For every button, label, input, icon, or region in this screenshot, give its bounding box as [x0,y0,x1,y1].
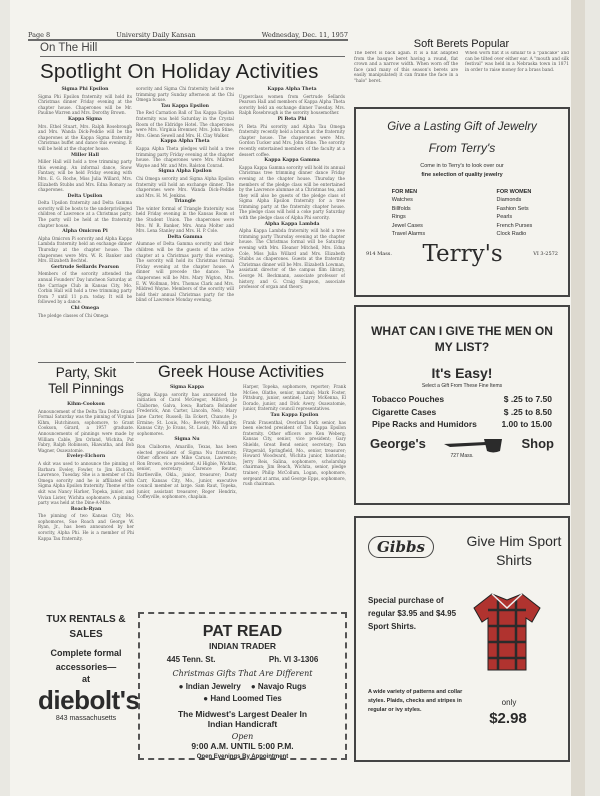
party-skit-title-line2: Tell Pinnings [48,381,124,396]
pat-read-item: ● Indian Jewelry [178,682,241,691]
spotlight-column-3 [239,86,345,358]
page-number: Page 8 [28,31,51,39]
spotlight-paragraph: sorority and Sigma Chi fraternity held a tree trimming party Sunday afternoon at the Chi Omega house. [136,86,234,103]
spotlight-subhead: Chi Omega [70,305,100,311]
terrys-men-item: Travel Alarms [391,231,426,238]
party-rule [38,362,134,363]
spotlight-paragraph: Alpha Omicron Pi sorority and Alpha Kappa Lambda fraternity held an exchange dinner Thursday at the chapter house. The chaperones were Mrs. W. R. Banker and Mrs. Elizabeth Bechtel. [38,235,132,264]
georges-address: 727 Mass. [450,452,474,459]
spotlight-subhead: Kappa Sigma [67,116,103,122]
pat-read-item: ● Navajo Rugs [250,682,307,691]
gibbs-variety: A wide variety of patterns and collar styles. Plaids, checks and stripes in regular or ivy styles. [368,689,463,713]
party-skit-paragraph: The pinning of two Kansas City, Mo. sophomores, Sue Roach and George W. Ryan, Jr., has been announced by her sorority, Alpha Phi. He is a member of Phi Kappa Tau fraternity. [38,513,134,541]
spotlight-paragraph: Kappa Alpha Theta pledges will hold a tree trimming party Friday evening at the chapter house. The chaperones were Mrs. Mildred Wayne and Mr. and Mrs. Ralston Conrad. [136,145,234,168]
tux-line1: TUX RENTALS & [46,614,126,625]
pat-read-trade: INDIAN TRADER [208,641,277,651]
terrys-women-item: Fashion Sets [496,205,529,212]
greek-house-paragraph: Frank Frauenthal, Overland Park senior, has been elected president of Tau Kappa Epsilon fraternity. Other officers are Ken Weberg, Kansas City, senior, vice president; Gary Shields, Great Bend senior, secretary; Dan Fitzgerald, Springfield, Mo., senior, treasurer; Howard Woodward, Wichita junior, historian; Jerry Reis, Salina, sophomore, scholarship chairman; Jim Beach, Wichita, senior, pledge trainer; Philip McCollum, Logan, sophomore, sergeant at arms, and George Epps, sophomore, rush chairman. [243,419,346,487]
greek-house-paragraph: Harper, Topeka, sophomore, reporter; Frank McGee, Olathe, senior, marshal; Mark Foster, Pittsburg, junior, sentinel; Larry McKenna, El Dorado, junior, and Dick Avery, Osawatomie, junior, fraternity council representatives. [243,384,346,412]
gibbs-ad [354,516,570,762]
spotlight-paragraph: Upperclass women from Gertrude Sellards Pearson Hall and members of Kappa Alpha Theta sorority held an exchange dinner Tuesday. Mrs. Ralph Rosebrough is the sorority housemother. [239,93,345,116]
pat-read-gifts: Christmas Gifts That Are Different [172,669,313,678]
greek-house-subhead: Sigma Kappa [169,385,205,390]
pat-read-dealer1: The Midwest's Largest Dealer In [177,709,308,719]
party-skit-paragraph: A skit was used to announce the pinning of Barbara Eveley, Fowler, to Jim Eichorn, Lawrence, Tuesday. She is a member of Chi Omega sorority and he is affiliated with Sigma Alpha Epsilon fraternity. Theme of the skit was Nancy Harker, Topeka, junior, and Vivian Lister, Wichita sophomore. A pinning party was held at the Dine-A-Mite. [38,460,134,506]
terrys-headline2: From Terry's [428,141,496,155]
georges-price-list [356,389,568,431]
spotlight-subhead: Kappa Alpha Theta [267,87,317,92]
header-rule [28,39,348,41]
georges-shop-left: George's [370,436,426,451]
tux-line5: at [81,674,90,684]
spotlight-paragraph: Pi Beta Phi sorority and Alpha Tau Omega fraternity recently held a brunch at the fraternity chapter house. The chaperones were Mrs. Gordon Tucker and Mrs. John Stine. The sorority recently entertained members of the faculty at a dessert coffee. [239,123,345,157]
georges-ad [354,305,570,505]
party-skit-title-line1: Party, Skit [55,365,117,380]
georges-headline: WHAT CAN I GIVE THE MEN ON MY LIST? [371,324,553,354]
newspaper-page [10,0,585,796]
greek-column-2 [243,384,346,610]
spotlight-paragraph: Sigma Phi Epsilon fraternity will hold its Christmas dinner Friday evening at the chapter house. Chaperones will be Mr. Pauline Warren and Mrs. Dorothy Brown. [38,93,132,116]
spotlight-subhead: Delta Upsilon [67,193,103,199]
spotlight-column-2 [136,86,234,358]
terrys-women-item: Diamonds [496,197,522,204]
spotlight-subhead: Miller Hall [70,152,100,158]
terrys-women-item: Clock Radio [496,231,527,238]
tux-line3: Complete formal [50,648,122,658]
greek-house-paragraph: Ron Claiborne, Amarillo, Texas, has been elected president of Sigma Nu fraternity. Other officers are Mike Caruso, Lawrence; Ron Brown, vice president; Al Higbie, Wichita, senior, secretary; Clarence Reuter, Bartlesville, Okla., junior, treasurer; Dusty Carr, Kansas City, Mo., junior, executive council member at large. Sam Raut, Topeka, junior, assistant treasurer; Roger Hendrix, Coffeyville, sophomore, chaplain. [137,443,237,500]
terrys-men-item: Rings [391,214,406,221]
tux-line2: SALES [69,629,103,640]
spotlight-paragraph: Alumnae of Delta Gamma sorority and their children will be the guests of the active chapter at a Christmas party this evening. The sorority will hold its Christmas formal Friday evening at the chapter house. A dinner will precede the dance. The chaperones will be Mrs. Mary Wigton, Mrs. E. W. Wollman, Mrs. Thomas Clark and Mrs. Mildred Wayne. Members of the sorority will hold their annual Christmas party for the blind of Lawrence Monday evening. [136,241,234,303]
greek-house-paragraph: Sigma Kappa sorority has announced the initiation of Carol McGregor, Milford; Jo Claiborne, Galva, Iowa; Barbara Bolander Frederick, Ann Carter, Lincoln, Neb.; Mary Jane Carter, Russell; Ila Eckert, Chanute; Jo Ermine; St. Louis, Mo.; Beverly Willoughby, Kansas City; Jo Evans, St. Louis, Mo. All are sophomores. [137,391,237,436]
pat-read-address: 445 Tenn. St. [166,655,216,664]
sport-shirt-icon [472,590,542,672]
gibbs-special: Special purchase of regular $3.95 and $4.95 Sport Shirts. [368,596,457,631]
spotlight-paragraph: Miller Hall will hold a tree trimming party this evening. An informal dance, Snow Fantasy, will be held Friday evening with Mrs. E. G. Roche, Miss Julia Willard, Mrs. Elizabeth Stubbs and Mrs. Edna Romary as chaperones. [38,159,132,193]
pat-read-phone: Ph. VI 3-1306 [268,655,319,664]
georges-logo-row [356,431,568,453]
terrys-men-list [392,188,425,238]
pat-read-open: Open [231,732,254,741]
pat-read-contact [140,655,345,664]
spotlight-subhead: Pi Beta Phi [277,116,307,122]
gibbs-price: $2.98 [489,710,527,727]
spotlight-column-1 [38,86,132,360]
party-skit-title [38,365,134,397]
spotlight-subhead: Sigma Phi Epsilon [61,87,109,92]
spotlight-subhead: Tau Kappa Epsilon [160,103,210,109]
section-title: On The Hill [40,42,98,54]
pat-read-hours: 9:00 A.M. UNTIL 5:00 P.M. [191,741,294,751]
greek-column-1 [137,384,237,610]
greek-house-subhead: Tau Kappa Epsilon [270,412,319,418]
terrys-women-item: Pearls [496,214,513,221]
terrys-ad [354,107,570,297]
section-rule [40,56,345,57]
spotlight-subhead: Kappa Alpha Theta [160,139,210,145]
diebolts-logo: diebolt's [38,685,140,715]
terrys-women-head: FOR WOMEN [496,189,532,195]
diebolts-address: 843 massachusetts [55,715,117,722]
spotlight-paragraph: Alpha Kappa Lambda fraternity will hold a tree trimming party Thursday evening at the chapter house. The Christmas formal will be Saturday evening with Mrs. Eleanor Mitchell, Mrs. Edna Cole, Miss Julia Willard and Mrs. Elizabeth Stubbs as chaperones. Guests at the fraternity Christmas dinner will be Mrs. Elizabeth Lowman, assistant director of the campus film library, George M. Beckmann, associate professor of history, and G. Craig Simpson, associate professor of organ and theory. [239,228,345,290]
spotlight-subhead: Triangle [174,199,196,205]
pipe-icon [442,435,506,453]
spotlight-paragraph: Chi Omega sorority and Sigma Alpha Epsilon fraternity will hold an exchange dinner. The chaperones were Mrs. Wanda Dick-Peddie and Mrs. H. M. Jenkins. [136,175,234,198]
tux-ad [38,608,140,758]
spotlight-subhead: Alpha Omicron Pi [62,229,108,235]
gibbs-logo: Gibbs [368,536,434,558]
spotlight-paragraph: Mrs. Ethel Stuart, Mrs. Ralph Rosebrough and Mrs. Wanda Dick-Peddie will be the chaperones at the Kappa Sigma fraternity Christmas buffet and dance this evening. It will be held at the chapter house. [38,123,132,151]
spotlight-subhead: Alpha Kappa Lambda [264,221,320,227]
spotlight-subhead: Delta Gamma [167,234,203,240]
georges-item: Cigarette Cases $ .25 to 8.50 [372,406,552,417]
georges-select: Select a Gift From These Fine Items [421,383,503,389]
issue-date: Wednesday, Dec. 11, 1957 [261,31,348,39]
party-skit-column [38,401,134,606]
headline: Spotlight On Holiday Activities [40,60,319,83]
pat-read-items-row1 [140,682,345,691]
terrys-address: 914 Mass. [366,251,392,258]
page-header [28,31,348,39]
spotlight-subhead: Sigma Alpha Epsilon [158,169,212,175]
pat-read-ad [138,612,347,760]
berets-left: The beret is back again. It is a hat adapted from the basque beret having a round, flat crown and a narrow width. When worn off the face (and many of this season's berets are easily manipulated) it can frame the face in a "halo" beret. [354,51,458,84]
terrys-men-item: Billfolds [391,205,411,212]
georges-item: Pipe Racks and Humidors 1.00 to 15.00 [372,419,552,429]
berets-title: Soft Berets Popular [413,38,510,50]
terrys-intro1: Come in to Terry's to look over our [420,163,504,169]
georges-easy: It's Easy! [431,365,493,381]
pat-read-name: PAT READ [202,623,283,640]
greek-house-title: Greek House Activities [158,363,324,381]
terrys-women-list [497,188,533,238]
terrys-phone: VI 3-2572 [533,251,558,258]
terrys-logo: Terry's [422,241,503,268]
spotlight-paragraph: The winter formal of Triangle fraternity was held Friday evening in the Kansas Room of the Student Union. The chaperones were Mrs. W. R. Banker, Mrs. Anna Molter and Mrs. Lena Stanley and Mrs. H. P. Cole. [136,205,234,234]
greek-house-subhead: Sigma Nu [174,437,200,443]
party-skit-paragraph: Announcement of the Delta Tau Delta Grand Formal Saturday was the pinning of Virginia Kihm, Hutchinson, sophomore, to Grant Cookson, Girard, a 1957 graduate. Announcements of pinnings were made by William Cable, Jim Orland, Wichita, Pat Fabry, Ralph Robinson, Hiawatha, and Bob Wagner, Osawatomie. [38,408,134,453]
pat-read-item: ● Hand Loomed Ties [203,694,282,703]
party-skit-subhead: Eveley-Eichorn [66,454,106,460]
spotlight-paragraph: Kappa Kappa Gamma sorority will hold its annual Christmas tree trimming dinner dance Friday evening at the chapter house. Thursday the members of the pledge class will be entertained by the Lawrence alumnae at a Christmas tea, and they will also be guests of the pledge class of Sigma Alpha Epsilon fraternity for a tree trimming party at the fraternity chapter house. The pledge class will hold a coke party Saturday with the pledge class of Alpha Phi sorority. [239,164,345,221]
spotlight-paragraph: The Red Carnation Ball of Tau Kappa Epsilon fraternity was held Saturday in the Crystal Room of the Eldridge Hotel. The chaperones were Mrs. Virginia Bremner, Mrs. John Stine, Mrs. Glenn Sewell and Mrs. H. Clay Walker. [136,110,234,138]
pat-read-appointment: Open Evenings By Appointment [196,754,289,760]
georges-item: Tobacco Pouches $ .25 to 7.50 [372,394,552,404]
spotlight-paragraph: The pledge classes of Chi Omega [38,312,109,318]
terrys-footer [356,241,568,267]
terrys-intro2: fine selection of quality jewelry [421,172,503,178]
party-skit-subhead: Kihm-Cookson [67,402,105,407]
spotlight-paragraph: Members of the sorority attended the annual Founders' Day luncheon Saturday at the Carriage Club in Kansas City, Mo. Corbin Hall will hold a tree trimming party from 7 until 11 p.m. today. It will be followed by a dance. [38,271,132,305]
georges-shop-right: Shop [521,436,554,451]
terrys-men-head: FOR MEN [391,189,418,195]
terrys-lists [356,188,568,238]
terrys-headline1: Give a Lasting Gift of Jewelry [387,121,537,133]
page-edge [571,0,585,796]
gibbs-only: only [501,698,517,707]
terrys-men-item: Jewel Cases [391,222,423,229]
terrys-men-item: Watches [391,197,413,204]
berets-right: When worn flat it is similar to a "pancake" and can be tilted over either ear. A "mouth and silk festival" was held in a Nebraska town in 1871 in order to raise money for a brass band. [465,51,569,73]
paper-name: University Daily Kansan [116,31,196,39]
pat-read-dealer2: Indian Handicraft [207,719,278,729]
spotlight-subhead: Gertrude Sellards Pearson [50,264,120,270]
spotlight-paragraph: Delta Upsilon fraternity and Delta Gamma sorority will be hosts to the underprivileged children of Lawrence at a Christmas party. The party will be held at the fraternity chapter house. [38,200,132,228]
gibbs-headline: Give Him Sport Shirts [466,533,562,568]
party-skit-subhead: Roach-Ryan [70,506,102,512]
tux-line4: accessories— [55,662,117,672]
terrys-women-item: French Purses [496,222,533,229]
spotlight-subhead: Kappa Kappa Gamma [264,158,320,164]
